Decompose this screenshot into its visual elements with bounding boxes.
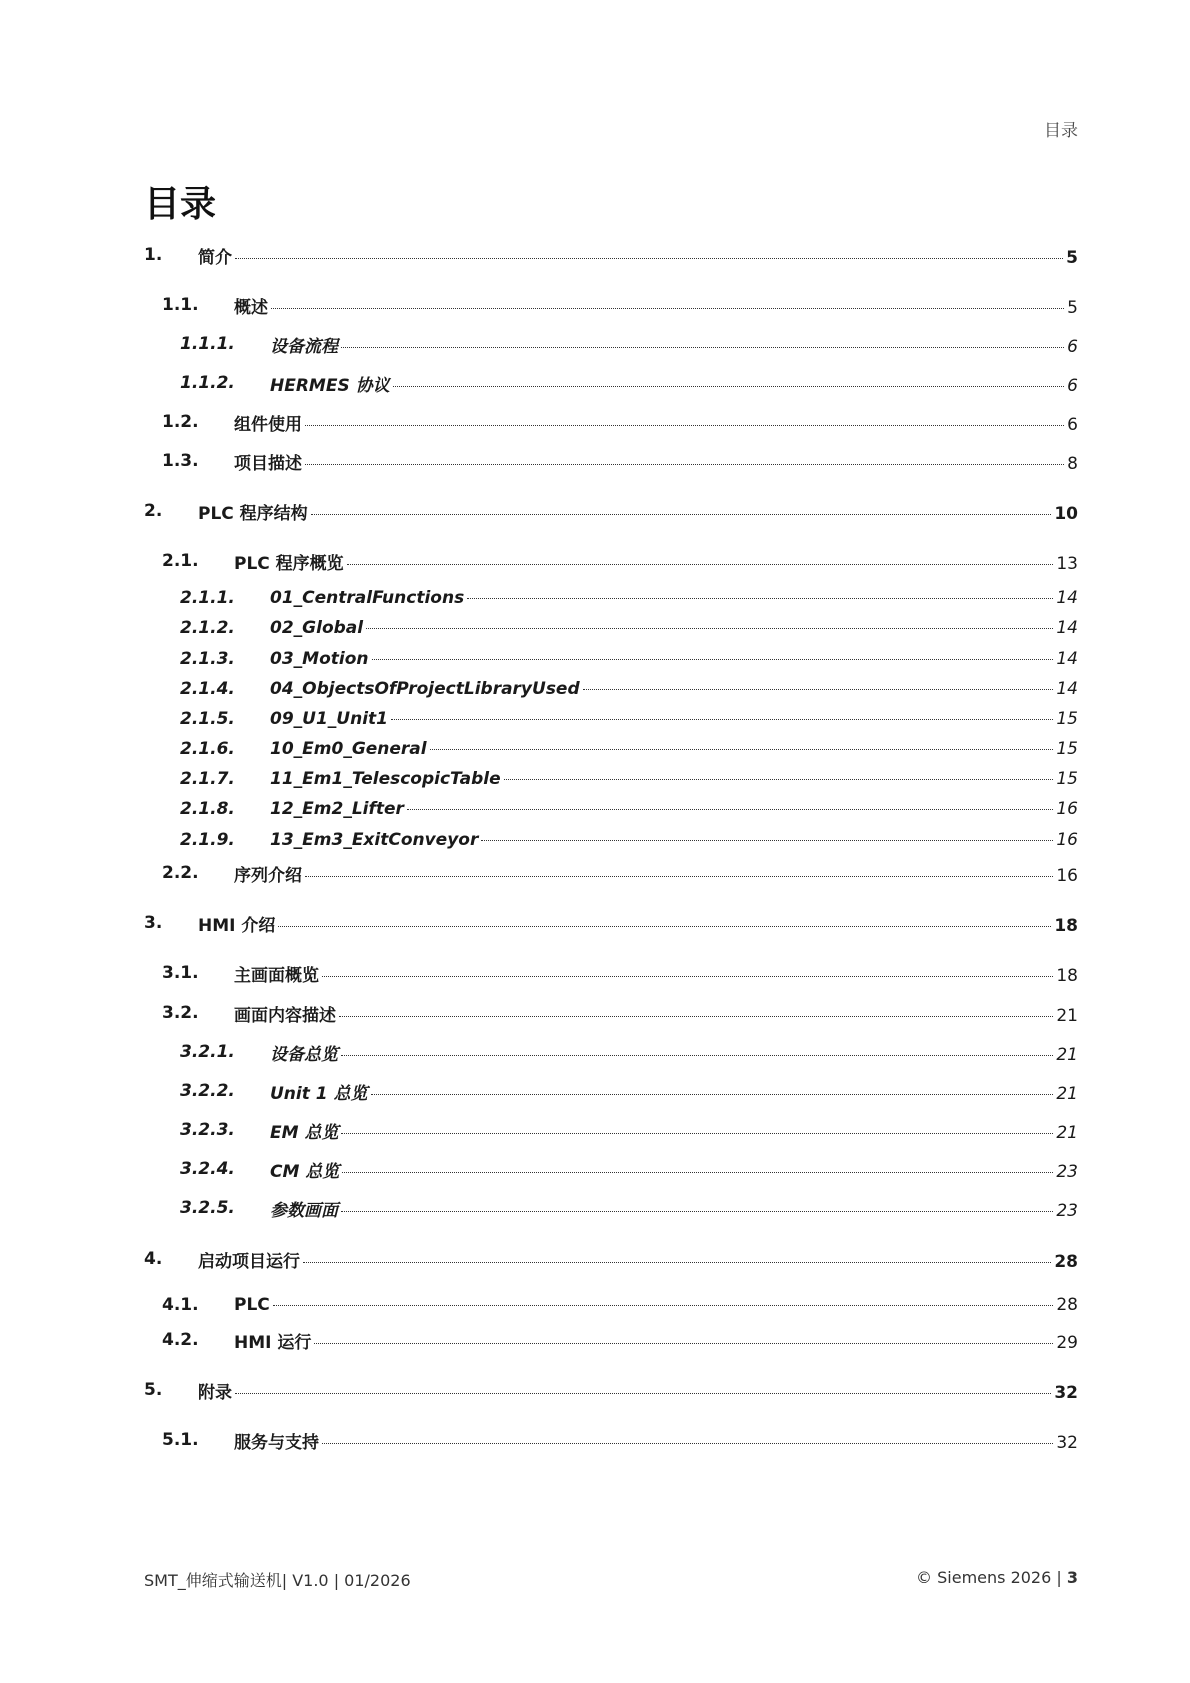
toc-entry-number: 3.1. bbox=[162, 963, 199, 983]
toc-entry-link bbox=[198, 499, 1078, 524]
toc-dot-leader bbox=[481, 840, 1053, 841]
toc-entry[interactable] bbox=[0, 961, 1190, 985]
toc-entry-title: CM 总览 bbox=[270, 1161, 340, 1182]
toc-entry-page: 5 bbox=[1067, 297, 1078, 318]
toc-entry[interactable] bbox=[0, 371, 1190, 395]
toc-entry-link bbox=[270, 739, 1078, 759]
toc-entry[interactable] bbox=[0, 549, 1190, 573]
toc-entry-link bbox=[270, 679, 1078, 699]
toc-entry-page: 21 bbox=[1056, 1005, 1078, 1026]
toc-entry-number: 1.3. bbox=[162, 451, 199, 471]
toc-entry-page: 32 bbox=[1054, 1382, 1078, 1403]
toc-entry-number: 3.2.2. bbox=[180, 1081, 235, 1101]
toc-entry-link bbox=[270, 830, 1078, 850]
toc-entry-number: 2.1.7. bbox=[180, 769, 235, 789]
toc-entry-number: 2.1.1. bbox=[180, 588, 235, 608]
toc-entry-number: 2.1.6. bbox=[180, 739, 235, 759]
toc-entry-page: 32 bbox=[1056, 1432, 1078, 1453]
toc-entry[interactable] bbox=[0, 707, 1190, 731]
toc-entry[interactable] bbox=[0, 828, 1190, 852]
toc-entry-title: 服务与支持 bbox=[234, 1432, 319, 1453]
toc-entry-page: 5 bbox=[1066, 247, 1078, 268]
toc-entry[interactable] bbox=[0, 767, 1190, 791]
toc-dot-leader bbox=[583, 689, 1054, 690]
toc-entry-number: 2.1. bbox=[162, 551, 199, 571]
toc-dot-leader bbox=[278, 926, 1051, 927]
toc-dot-leader bbox=[235, 1393, 1051, 1394]
toc-entry[interactable] bbox=[0, 911, 1190, 935]
toc-entry-link bbox=[234, 1295, 1078, 1315]
toc-entry-title: 参数画面 bbox=[270, 1200, 338, 1221]
toc-entry-page: 14 bbox=[1056, 679, 1078, 699]
toc-entry-page: 10 bbox=[1054, 503, 1078, 524]
toc-entry-link bbox=[270, 1040, 1078, 1065]
toc-entry-number: 3.2.5. bbox=[180, 1198, 235, 1218]
toc-entry-link bbox=[198, 1247, 1078, 1272]
toc-entry-title: 主画面概览 bbox=[234, 965, 319, 986]
toc-entry-link bbox=[234, 861, 1078, 886]
toc-entry[interactable] bbox=[0, 1328, 1190, 1352]
toc-entry[interactable] bbox=[0, 1293, 1190, 1317]
toc-entry-number: 3.2.3. bbox=[180, 1120, 235, 1140]
toc-entry[interactable] bbox=[0, 1001, 1190, 1025]
toc-entry[interactable] bbox=[0, 499, 1190, 523]
toc-entry[interactable] bbox=[0, 647, 1190, 671]
toc-dot-leader bbox=[322, 976, 1053, 977]
toc-dot-leader bbox=[305, 425, 1064, 426]
toc-entry-number: 1.1. bbox=[162, 295, 199, 315]
toc-entry-link bbox=[234, 449, 1078, 474]
toc-entry-page: 8 bbox=[1067, 453, 1078, 474]
toc-entry-link bbox=[270, 371, 1078, 396]
toc-entry-number: 2.1.9. bbox=[180, 830, 235, 850]
toc-entry-page: 21 bbox=[1056, 1083, 1078, 1104]
toc-dot-leader bbox=[342, 1172, 1053, 1173]
toc-entry-number: 1. bbox=[144, 245, 163, 265]
toc-entry-link bbox=[198, 243, 1078, 268]
toc-entry[interactable] bbox=[0, 410, 1190, 434]
footer-page-number: 3 bbox=[1066, 1568, 1078, 1587]
toc-entry-link bbox=[270, 588, 1078, 608]
toc-entry-link bbox=[234, 293, 1078, 318]
toc-entry-number: 4.2. bbox=[162, 1330, 199, 1350]
toc-entry-link bbox=[234, 549, 1078, 574]
toc-entry-link bbox=[270, 709, 1078, 729]
toc-entry-page: 28 bbox=[1054, 1251, 1078, 1272]
toc-entry-title: HMI 运行 bbox=[234, 1332, 312, 1353]
toc-entry[interactable] bbox=[0, 1196, 1190, 1220]
footer-copyright-text: © Siemens 2026 | bbox=[916, 1568, 1062, 1587]
toc-entry-page: 6 bbox=[1067, 336, 1078, 357]
toc-entry-number: 2.1.5. bbox=[180, 709, 235, 729]
toc-entry[interactable] bbox=[0, 737, 1190, 761]
toc-dot-leader bbox=[372, 659, 1054, 660]
toc-entry-page: 14 bbox=[1056, 618, 1078, 638]
toc-entry-link bbox=[270, 1157, 1078, 1182]
toc-entry-page: 15 bbox=[1056, 709, 1078, 729]
toc-entry-number: 1.2. bbox=[162, 412, 199, 432]
toc-entry-title: 10_Em0_General bbox=[270, 739, 427, 759]
toc-entry-number: 4. bbox=[144, 1249, 163, 1269]
toc-entry-title: 02_Global bbox=[270, 618, 364, 638]
toc-entry-title: 11_Em1_TelescopicTable bbox=[270, 769, 501, 789]
toc-entry-title: 组件使用 bbox=[234, 414, 302, 435]
toc-entry-page: 14 bbox=[1056, 588, 1078, 608]
toc-dot-leader bbox=[341, 1211, 1053, 1212]
toc-entry-title: Unit 1 总览 bbox=[270, 1083, 368, 1104]
toc-entry[interactable] bbox=[0, 1079, 1190, 1103]
toc-entry-title: 附录 bbox=[198, 1382, 232, 1403]
toc-dot-leader bbox=[347, 564, 1054, 565]
toc-entry-page: 18 bbox=[1056, 965, 1078, 986]
toc-dot-leader bbox=[430, 749, 1054, 750]
toc-entry[interactable] bbox=[0, 797, 1190, 821]
toc-dot-leader bbox=[467, 598, 1053, 599]
toc-dot-leader bbox=[366, 628, 1053, 629]
toc-entry-title: PLC 程序概览 bbox=[234, 553, 344, 574]
running-header: 目录 bbox=[1044, 121, 1078, 141]
toc-entry-page: 23 bbox=[1056, 1161, 1078, 1182]
toc-entry[interactable] bbox=[0, 1157, 1190, 1181]
toc-dot-leader bbox=[314, 1343, 1053, 1344]
toc-dot-leader bbox=[391, 719, 1053, 720]
toc-entry-number: 2.2. bbox=[162, 863, 199, 883]
toc-entry-page: 23 bbox=[1056, 1200, 1078, 1221]
toc-entry-link bbox=[270, 618, 1078, 638]
toc-dot-leader bbox=[235, 258, 1063, 259]
toc-dot-leader bbox=[393, 386, 1065, 387]
toc-dot-leader bbox=[305, 876, 1053, 877]
toc-entry-number: 3.2.1. bbox=[180, 1042, 235, 1062]
toc-entry-number: 5. bbox=[144, 1380, 163, 1400]
toc-entry-page: 6 bbox=[1067, 414, 1078, 435]
toc-entry-page: 13 bbox=[1056, 553, 1078, 574]
toc-entry[interactable] bbox=[0, 861, 1190, 885]
toc-entry-link bbox=[270, 799, 1078, 819]
toc-entry-number: 2. bbox=[144, 501, 163, 521]
toc-dot-leader bbox=[341, 1133, 1053, 1134]
toc-entry-page: 16 bbox=[1056, 830, 1078, 850]
toc-dot-leader bbox=[339, 1016, 1053, 1017]
toc-entry-link bbox=[270, 1118, 1078, 1143]
toc-entry[interactable] bbox=[0, 449, 1190, 473]
toc-entry-title: PLC bbox=[234, 1295, 270, 1315]
toc-entry-title: 13_Em3_ExitConveyor bbox=[270, 830, 479, 850]
toc-dot-leader bbox=[303, 1262, 1051, 1263]
toc-entry-link bbox=[270, 1196, 1078, 1221]
toc-entry-title: 项目描述 bbox=[234, 453, 302, 474]
toc-entry-page: 21 bbox=[1056, 1122, 1078, 1143]
toc-entry[interactable] bbox=[0, 243, 1190, 267]
toc-entry-title: 启动项目运行 bbox=[198, 1251, 300, 1272]
toc-entry-link bbox=[270, 649, 1078, 669]
toc-entry-title: 简介 bbox=[198, 247, 232, 268]
toc-dot-leader bbox=[305, 464, 1064, 465]
toc-entry-number: 1.1.2. bbox=[180, 373, 235, 393]
toc-entry[interactable] bbox=[0, 1378, 1190, 1402]
toc-entry[interactable] bbox=[0, 293, 1190, 317]
toc-entry-page: 6 bbox=[1067, 375, 1078, 396]
toc-entry[interactable] bbox=[0, 677, 1190, 701]
toc-entry-title: 设备流程 bbox=[270, 336, 338, 357]
toc-entry-number: 3.2.4. bbox=[180, 1159, 235, 1179]
toc-entry-page: 15 bbox=[1056, 739, 1078, 759]
toc-dot-leader bbox=[407, 809, 1053, 810]
toc-dot-leader bbox=[271, 308, 1064, 309]
toc-entry-title: 04_ObjectsOfProjectLibraryUsed bbox=[270, 679, 580, 699]
footer-document-info: SMT_伸缩式输送机| V1.0 | 01/2026 bbox=[144, 1571, 411, 1590]
toc-entry-page: 21 bbox=[1056, 1044, 1078, 1065]
toc-entry-title: 设备总览 bbox=[270, 1044, 338, 1065]
toc-entry-page: 28 bbox=[1056, 1295, 1078, 1315]
toc-entry-title: 12_Em2_Lifter bbox=[270, 799, 404, 819]
toc-entry-link bbox=[234, 1001, 1078, 1026]
toc-entry[interactable] bbox=[0, 332, 1190, 356]
toc-entry[interactable] bbox=[0, 1247, 1190, 1271]
toc-dot-leader bbox=[311, 514, 1052, 515]
toc-entry-link bbox=[234, 1328, 1078, 1353]
toc-entry-title: HMI 介绍 bbox=[198, 915, 276, 936]
toc-dot-leader bbox=[273, 1305, 1054, 1306]
toc-entry-link bbox=[198, 911, 1078, 936]
toc-entry-page: 18 bbox=[1054, 915, 1078, 936]
toc-entry-title: PLC 程序结构 bbox=[198, 503, 308, 524]
toc-entry-link bbox=[270, 332, 1078, 357]
toc-entry-number: 5.1. bbox=[162, 1430, 199, 1450]
toc-entry-number: 2.1.3. bbox=[180, 649, 235, 669]
toc-entry-number: 4.1. bbox=[162, 1295, 199, 1315]
toc-dot-leader bbox=[371, 1094, 1054, 1095]
toc-entry-title: 09_U1_Unit1 bbox=[270, 709, 388, 729]
toc-entry-number: 2.1.8. bbox=[180, 799, 235, 819]
toc-entry-link bbox=[270, 769, 1078, 789]
toc-entry-title: 画面内容描述 bbox=[234, 1005, 336, 1026]
toc-dot-leader bbox=[504, 779, 1054, 780]
toc-dot-leader bbox=[322, 1443, 1053, 1444]
toc-entry-number: 3. bbox=[144, 913, 163, 933]
toc-dot-leader bbox=[341, 347, 1064, 348]
toc-entry-title: EM 总览 bbox=[270, 1122, 339, 1143]
toc-entry-title: 概述 bbox=[234, 297, 268, 318]
toc-entry-link bbox=[234, 410, 1078, 435]
page-title: 目录 bbox=[144, 184, 217, 225]
toc-entry[interactable] bbox=[0, 1428, 1190, 1452]
toc-entry-link bbox=[270, 1079, 1078, 1104]
footer-copyright bbox=[916, 1568, 1078, 1591]
toc-entry-link bbox=[234, 1428, 1078, 1453]
toc-entry[interactable] bbox=[0, 1118, 1190, 1142]
toc-entry-link bbox=[198, 1378, 1078, 1403]
toc-entry[interactable] bbox=[0, 616, 1190, 640]
toc-entry-title: 01_CentralFunctions bbox=[270, 588, 465, 608]
toc-entry-page: 16 bbox=[1056, 865, 1078, 886]
toc-dot-leader bbox=[341, 1055, 1053, 1056]
toc-entry[interactable] bbox=[0, 586, 1190, 610]
toc-entry-page: 14 bbox=[1056, 649, 1078, 669]
toc-entry-number: 1.1.1. bbox=[180, 334, 235, 354]
page-footer bbox=[144, 1568, 1078, 1591]
toc-entry[interactable] bbox=[0, 1040, 1190, 1064]
toc-entry-page: 16 bbox=[1056, 799, 1078, 819]
toc-entry-title: 03_Motion bbox=[270, 649, 369, 669]
toc-entry-page: 29 bbox=[1056, 1332, 1078, 1353]
toc-entry-number: 2.1.2. bbox=[180, 618, 235, 638]
toc-entry-number: 3.2. bbox=[162, 1003, 199, 1023]
toc-entry-title: HERMES 协议 bbox=[270, 375, 390, 396]
toc-entry-title: 序列介绍 bbox=[234, 865, 302, 886]
toc-entry-number: 2.1.4. bbox=[180, 679, 235, 699]
toc-entry-page: 15 bbox=[1056, 769, 1078, 789]
toc-entry-link bbox=[234, 961, 1078, 986]
